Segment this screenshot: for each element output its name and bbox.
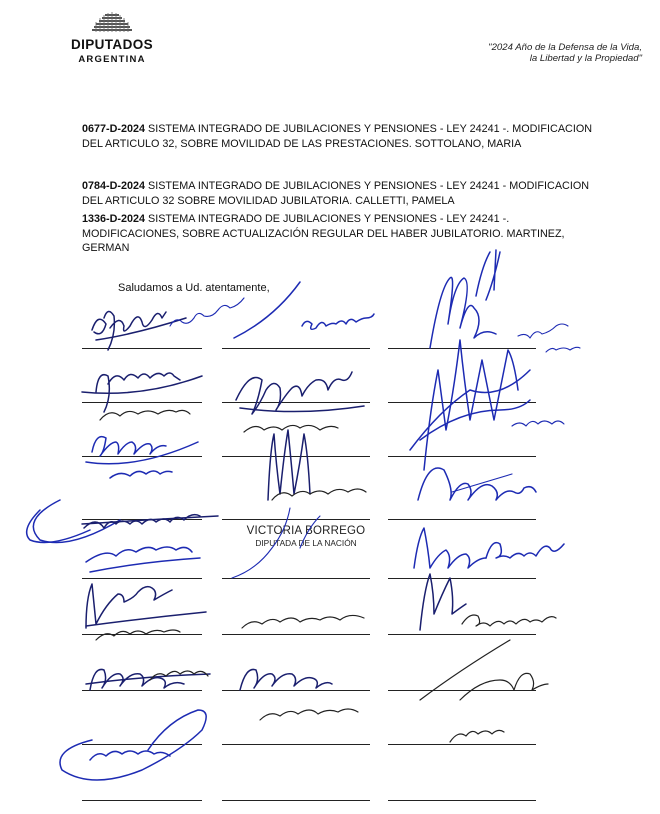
signature-tetaz bbox=[420, 640, 548, 742]
signature-massot bbox=[418, 468, 536, 500]
signature-prade bbox=[414, 528, 564, 568]
chamber-name: DIPUTADOS bbox=[70, 37, 154, 52]
signature-coletta bbox=[86, 669, 210, 690]
signature-stolbizer bbox=[60, 710, 206, 780]
signature-calletti bbox=[420, 574, 556, 630]
signature-banfi bbox=[86, 584, 206, 640]
signature-fernandez-carlos bbox=[232, 508, 364, 628]
signature-coli bbox=[33, 437, 198, 543]
signature-lopez bbox=[86, 547, 200, 572]
bill-code: 1336-D-2024 bbox=[82, 213, 146, 225]
bill-description: SISTEMA INTEGRADO DE JUBILACIONES Y PENSIONES - LEY 24241 -. MODIFICACION DEL ARTICULO 32, SOBRE MOVILIDAD DE LAS PRESTACIONES. SOTTOLANO, MARIA bbox=[82, 123, 593, 150]
signature-carreno bbox=[82, 373, 202, 420]
signature-carrizo bbox=[234, 282, 374, 338]
bill-code: 0784-D-2024 bbox=[82, 180, 146, 192]
signature-oliveto bbox=[236, 372, 364, 432]
motto-line-2: la Libertad y la Propiedad" bbox=[529, 53, 642, 64]
stamp-role: DIPUTADA DE LA NACIÓN bbox=[255, 538, 357, 548]
motto-line-1: "2024 Año de la Defensa de la Vida, bbox=[488, 42, 642, 53]
bill-description: SISTEMA INTEGRADO DE JUBILACIONES Y PENSIONES - LEY 24241 - MODIFICACION DEL ARTICULO 32 SOBRE MOVILIDAD JUBILATORIA. CALLETTI, PAMELA bbox=[82, 180, 590, 207]
country-name: ARGENTINA bbox=[78, 54, 146, 65]
signature-benedetti bbox=[27, 510, 218, 542]
signature-tavela bbox=[240, 669, 358, 720]
signature-ferraro bbox=[268, 430, 366, 500]
signature-pirroto-jorge bbox=[410, 340, 564, 470]
bill-description: SISTEMA INTEGRADO DE JUBILACIONES Y PENSIONES - LEY 24241 -. MODIFICACIONES, SOBRE ACTUALIZACIÓN REGULAR DEL HABER JUBILATORIO. MARTINEZ, GERMAN bbox=[82, 213, 565, 254]
closing-greeting: Saludamos a Ud. atentamente, bbox=[118, 282, 270, 294]
bill-code: 0677-D-2024 bbox=[82, 123, 146, 135]
signature-brouwer-de-koning bbox=[92, 298, 244, 350]
signature-acosta bbox=[430, 250, 580, 352]
stamp-name: VICTORIA BORREGO bbox=[246, 525, 366, 537]
